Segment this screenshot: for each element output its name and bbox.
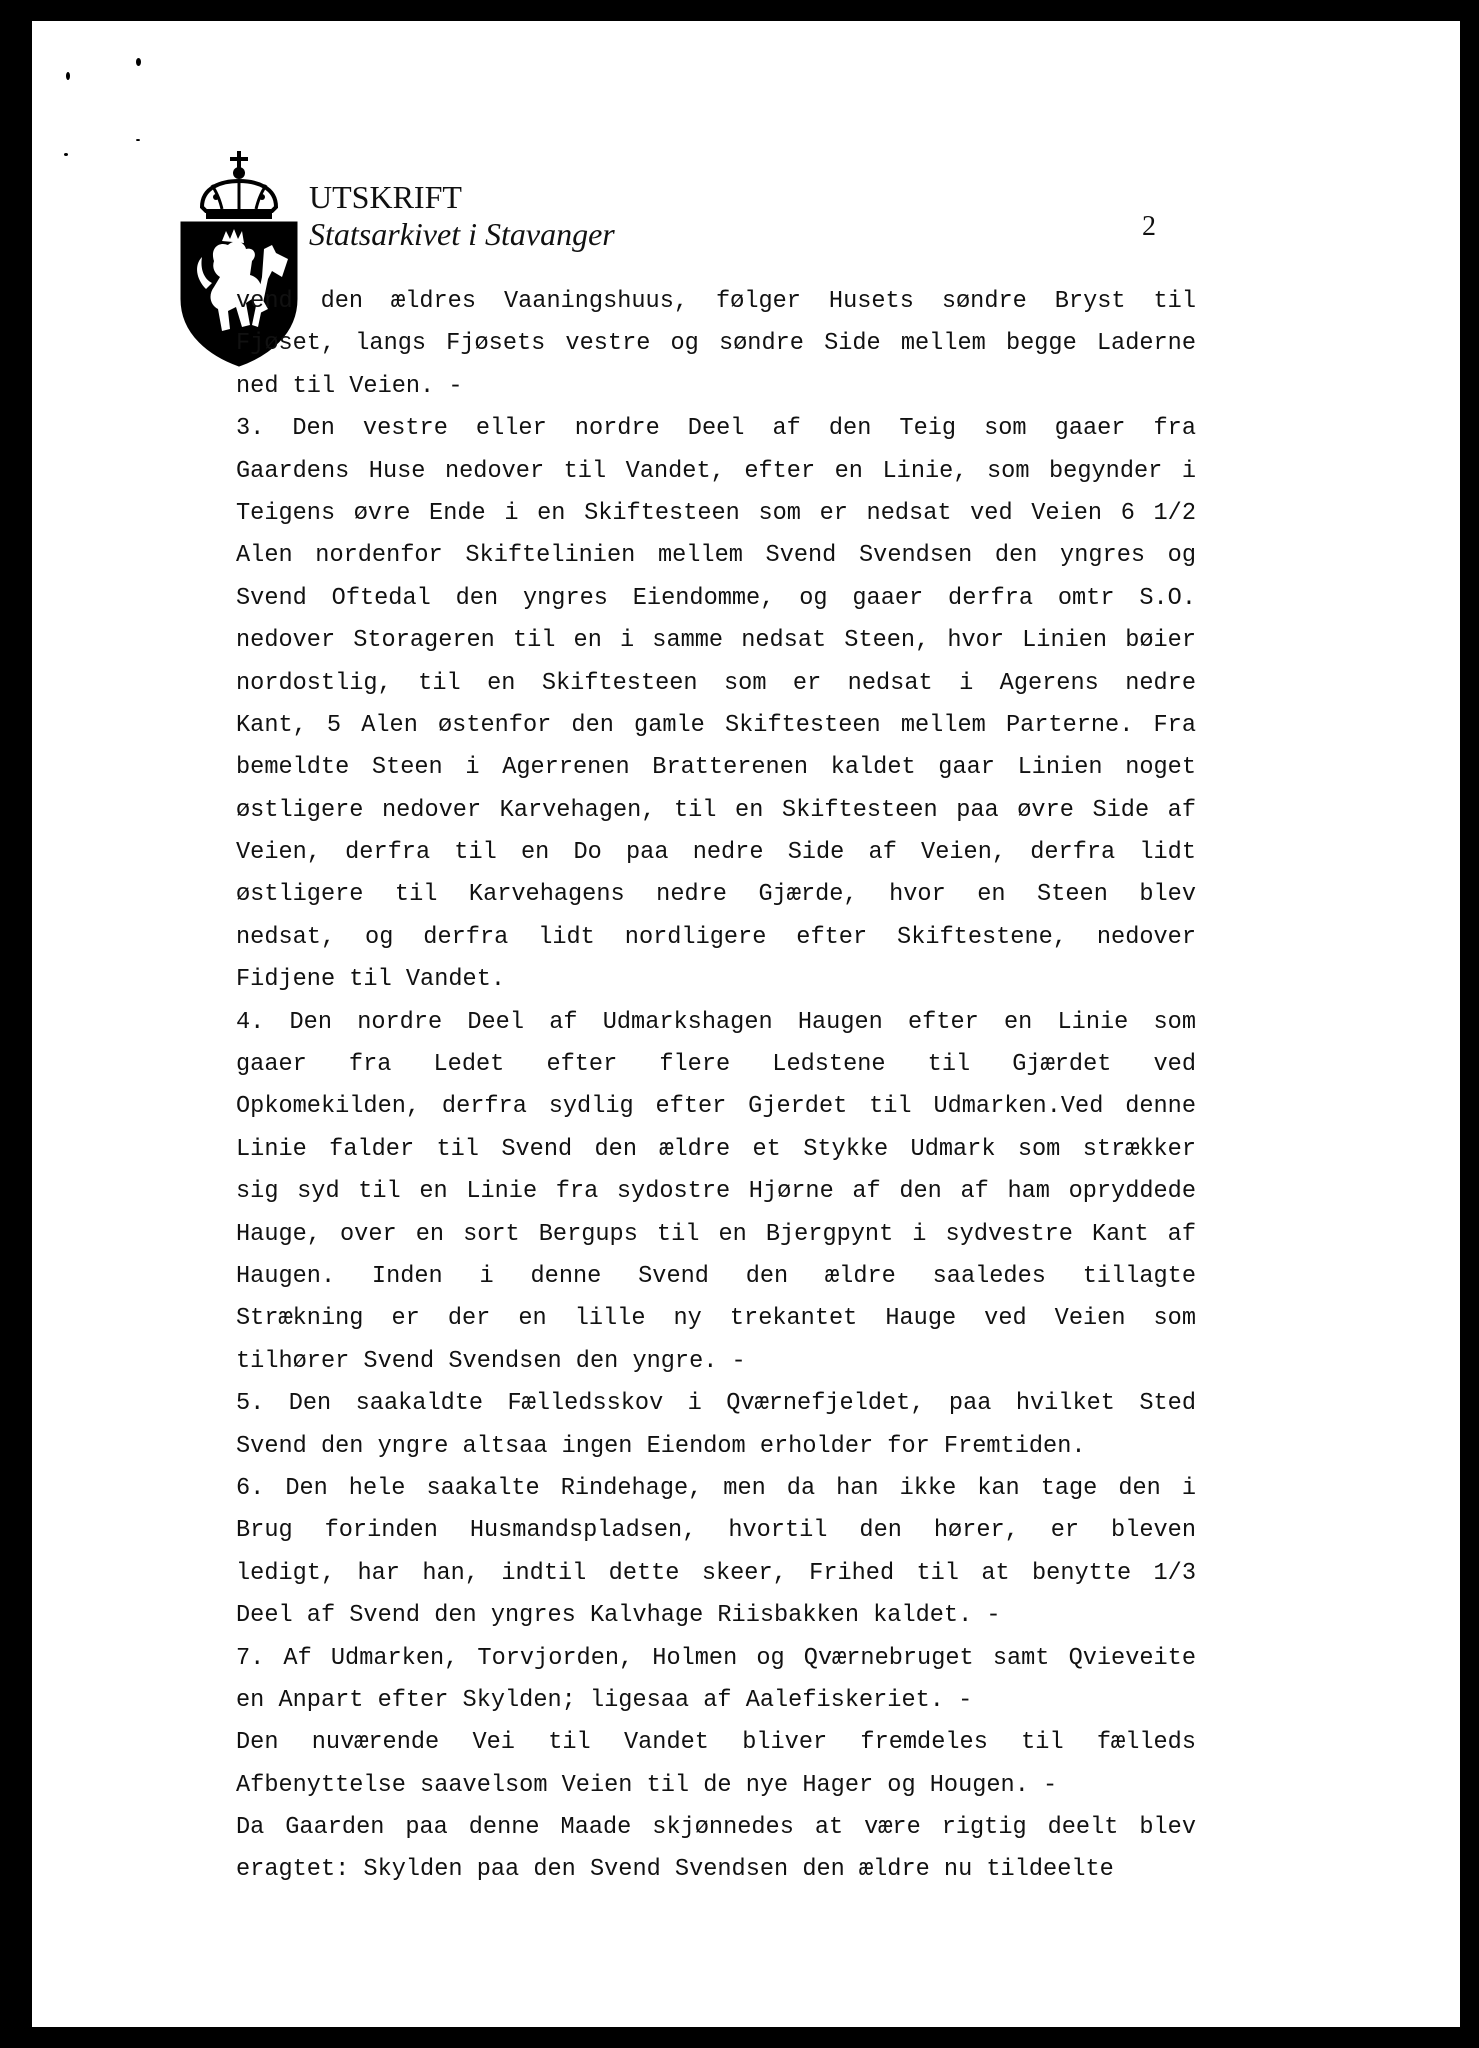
text-line: 5. Den saakaldte Fælledsskov i Qværnefjeldet, paa hvilket Sted	[236, 1390, 1196, 1418]
text-line: sig syd til en Linie fra sydostre Hjørne af den af ham opryddede	[236, 1178, 1196, 1206]
text-line: Strækning er der en lille ny trekantet Hauge ved Veien som	[236, 1305, 1196, 1333]
text-line: tilhører Svend Svendsen den yngre. -	[236, 1347, 746, 1375]
text-line: Hauge, over en sort Bergups til en Bjergpynt i sydvestre Kant af	[236, 1220, 1196, 1248]
text-line: Linie falder til Svend den ældre et Stykke Udmark som strækker	[236, 1135, 1196, 1163]
text-line: Opkomekilden, derfra sydlig efter Gjerdet til Udmarken.Ved denne	[236, 1093, 1196, 1121]
body-text	[236, 281, 1196, 1892]
text-line: ledigt, har han, indtil dette skeer, Frihed til at benytte 1/3	[236, 1559, 1196, 1587]
text-line: 7. Af Udmarken, Torvjorden, Holmen og Qværnebruget samt Qvieveite	[236, 1644, 1196, 1672]
text-line: Svend den yngre altsaa ingen Eiendom erholder for Fremtiden.	[236, 1432, 1086, 1460]
scan-speck	[66, 72, 70, 80]
text-line: Fjøset, langs Fjøsets vestre og søndre Side mellem begge Laderne	[236, 330, 1196, 358]
header-title: UTSKRIFT	[309, 179, 462, 215]
text-line: Deel af Svend den yngres Kalvhage Riisbakken kaldet. -	[236, 1602, 1001, 1630]
scan-speck	[136, 139, 140, 141]
text-line: Gaardens Huse nedover til Vandet, efter en Linie, som begynder i	[236, 457, 1196, 485]
text-line: ned til Veien. -	[236, 372, 463, 400]
text-line: nedover Storageren til en i samme nedsat Steen, hvor Linien bøier	[236, 627, 1196, 655]
text-line: Den nuværende Vei til Vandet bliver fremdeles til fælleds	[236, 1729, 1196, 1757]
text-line: bemeldte Steen i Agerrenen Bratterenen kaldet gaar Linien noget	[236, 754, 1196, 782]
text-line: eragtet: Skylden paa den Svend Svendsen den ældre nu tildeelte	[236, 1856, 1114, 1884]
text-line: 3. Den vestre eller nordre Deel af den Teig som gaaer fra	[236, 415, 1196, 443]
text-line: Brug forinden Husmandspladsen, hvortil den hører, er bleven	[236, 1517, 1196, 1545]
text-line: en Anpart efter Skylden; ligesaa af Aalefiskeriet. -	[236, 1686, 973, 1714]
text-line: nedsat, og derfra lidt nordligere efter Skiftestene, nedover	[236, 923, 1196, 951]
text-line: Svend Oftedal den yngres Eiendomme, og gaaer derfra omtr S.O.	[236, 584, 1196, 612]
text-line: vend den ældres Vaaningshuus, følger Husets søndre Bryst til	[236, 288, 1196, 315]
text-line: Alen nordenfor Skiftelinien mellem Svend Svendsen den yngres og	[236, 542, 1196, 570]
text-line: østligere til Karvehagens nedre Gjærde, hvor en Steen blev	[236, 881, 1196, 909]
text-line: østligere nedover Karvehagen, til en Skiftesteen paa øvre Side af	[236, 796, 1196, 824]
text-line: 4. Den nordre Deel af Udmarkshagen Haugen efter en Linie som	[236, 1008, 1196, 1036]
scan-speck	[64, 153, 68, 156]
document-page	[32, 21, 1460, 2027]
text-line: Kant, 5 Alen østenfor den gamle Skiftesteen mellem Parterne. Fra	[236, 711, 1196, 739]
text-line: Fidjene til Vandet.	[236, 966, 506, 994]
text-line: nordostlig, til en Skiftesteen som er nedsat i Agerens nedre	[236, 669, 1196, 697]
header-subtitle: Statsarkivet i Stavanger	[309, 216, 615, 252]
text-line: Teigens øvre Ende i en Skiftesteen som er nedsat ved Veien 6 1/2	[236, 499, 1196, 527]
text-line: 6. Den hele saakalte Rindehage, men da han ikke kan tage den i	[236, 1474, 1196, 1502]
text-line: Afbenyttelse saavelsom Veien til de nye Hager og Hougen. -	[236, 1771, 1058, 1799]
text-line: Haugen. Inden i denne Svend den ældre saaledes tillagte	[236, 1262, 1196, 1290]
text-line: gaaer fra Ledet efter flere Ledstene til Gjærdet ved	[236, 1051, 1196, 1079]
scan-speck	[136, 58, 141, 66]
page-number: 2	[1142, 211, 1156, 242]
text-line: Da Gaarden paa denne Maade skjønnedes at være rigtig deelt blev	[236, 1814, 1196, 1842]
text-line: Veien, derfra til en Do paa nedre Side af Veien, derfra lidt	[236, 839, 1196, 867]
